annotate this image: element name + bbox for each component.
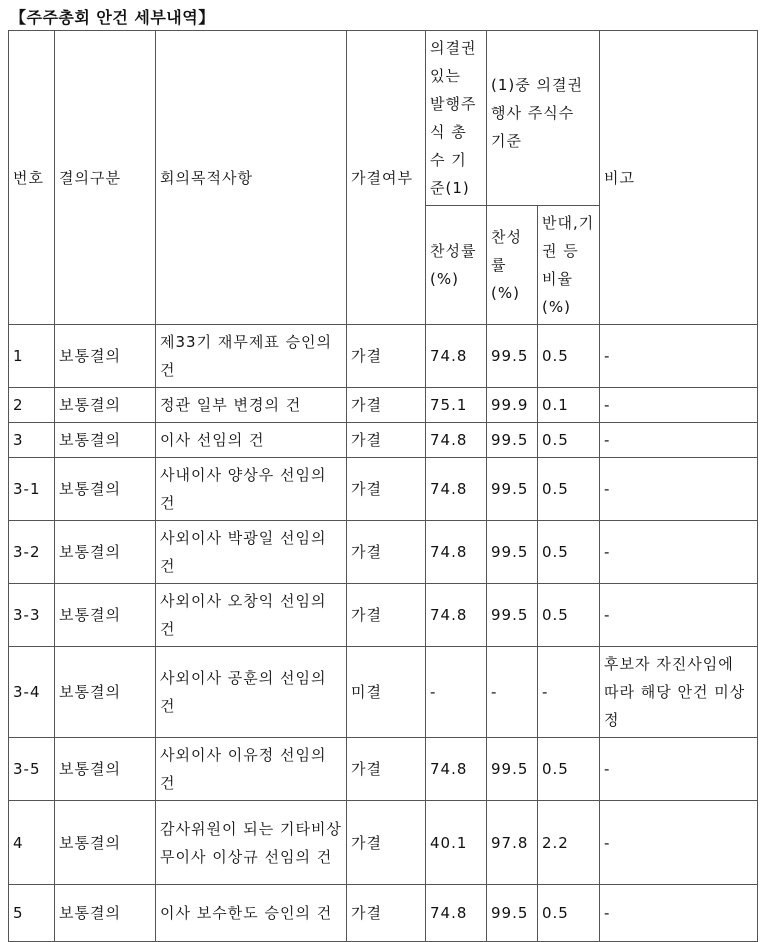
- cell-note: -: [600, 325, 758, 388]
- cell-against-rate: 0.5: [538, 521, 600, 584]
- cell-passed: 가결: [347, 801, 426, 885]
- cell-passed: 가결: [347, 885, 426, 942]
- table-row: [9, 801, 758, 885]
- cell-agenda: 제33기 재무제표 승인의 건: [156, 325, 347, 388]
- header-against-rate: 반대,기권 등 비율(%): [538, 206, 600, 325]
- cell-passed: 가결: [347, 458, 426, 521]
- cell-approval-rate-total: -: [426, 647, 487, 738]
- cell-agenda: 이사 보수한도 승인의 건: [156, 885, 347, 942]
- cell-approval-rate-exercised: 99.5: [487, 885, 538, 942]
- cell-no: 3-3: [9, 584, 55, 647]
- cell-approval-rate-exercised: 99.5: [487, 458, 538, 521]
- cell-against-rate: 0.5: [538, 458, 600, 521]
- cell-note: -: [600, 801, 758, 885]
- cell-approval-rate-exercised: 99.5: [487, 738, 538, 801]
- cell-against-rate: 0.1: [538, 388, 600, 423]
- table-row: [9, 885, 758, 942]
- cell-approval-rate-exercised: 99.5: [487, 521, 538, 584]
- cell-no: 3-2: [9, 521, 55, 584]
- cell-agenda: 사내이사 양상우 선임의 건: [156, 458, 347, 521]
- header-row: [9, 31, 758, 206]
- header-no: 번호: [9, 31, 55, 325]
- cell-resolution-type: 보통결의: [55, 325, 156, 388]
- cell-resolution-type: 보통결의: [55, 584, 156, 647]
- cell-no: 3-1: [9, 458, 55, 521]
- table-row: [9, 738, 758, 801]
- cell-against-rate: 0.5: [538, 423, 600, 458]
- cell-no: 1: [9, 325, 55, 388]
- cell-resolution-type: 보통결의: [55, 885, 156, 942]
- cell-resolution-type: 보통결의: [55, 423, 156, 458]
- cell-approval-rate-total: 74.8: [426, 458, 487, 521]
- cell-agenda: 사외이사 공훈의 선임의 건: [156, 647, 347, 738]
- cell-resolution-type: 보통결의: [55, 738, 156, 801]
- cell-against-rate: 2.2: [538, 801, 600, 885]
- cell-approval-rate-total: 74.8: [426, 423, 487, 458]
- cell-agenda: 사외이사 오창익 선임의 건: [156, 584, 347, 647]
- cell-no: 5: [9, 885, 55, 942]
- cell-agenda: 사외이사 박광일 선임의 건: [156, 521, 347, 584]
- cell-agenda: 정관 일부 변경의 건: [156, 388, 347, 423]
- cell-approval-rate-total: 74.8: [426, 584, 487, 647]
- cell-note: -: [600, 521, 758, 584]
- cell-against-rate: 0.5: [538, 738, 600, 801]
- cell-resolution-type: 보통결의: [55, 647, 156, 738]
- cell-resolution-type: 보통결의: [55, 458, 156, 521]
- table-row: [9, 423, 758, 458]
- cell-agenda: 이사 선임의 건: [156, 423, 347, 458]
- cell-note: -: [600, 885, 758, 942]
- cell-approval-rate-exercised: 97.8: [487, 801, 538, 885]
- cell-passed: 가결: [347, 325, 426, 388]
- cell-no: 3-4: [9, 647, 55, 738]
- cell-against-rate: 0.5: [538, 325, 600, 388]
- cell-note: -: [600, 423, 758, 458]
- cell-no: 2: [9, 388, 55, 423]
- cell-no: 4: [9, 801, 55, 885]
- cell-note: 후보자 자진사임에 따라 해당 안건 미상정: [600, 647, 758, 738]
- cell-note: -: [600, 584, 758, 647]
- table-row: [9, 388, 758, 423]
- cell-approval-rate-total: 40.1: [426, 801, 487, 885]
- cell-against-rate: -: [538, 647, 600, 738]
- table-row: [9, 521, 758, 584]
- table-row: [9, 647, 758, 738]
- cell-resolution-type: 보통결의: [55, 388, 156, 423]
- cell-against-rate: 0.5: [538, 584, 600, 647]
- header-passed: 가결여부: [347, 31, 426, 325]
- cell-passed: 가결: [347, 388, 426, 423]
- cell-approval-rate-total: 74.8: [426, 885, 487, 942]
- agenda-results-table: [8, 30, 758, 942]
- page-title: 【주주총회 안건 세부내역】: [10, 8, 215, 27]
- header-note: 비고: [600, 31, 758, 325]
- cell-approval-rate-total: 74.8: [426, 738, 487, 801]
- header-exercised-basis: (1)중 의결권 행사 주식수 기준: [487, 31, 600, 206]
- header-approval-rate-total: 찬성률(%): [426, 206, 487, 325]
- cell-passed: 미결: [347, 647, 426, 738]
- cell-resolution-type: 보통결의: [55, 801, 156, 885]
- cell-agenda: 사외이사 이유정 선임의 건: [156, 738, 347, 801]
- cell-against-rate: 0.5: [538, 885, 600, 942]
- header-shares-basis: 의결권 있는 발행주식 총수 기준(1): [426, 31, 487, 206]
- cell-passed: 가결: [347, 584, 426, 647]
- table-row: [9, 325, 758, 388]
- cell-approval-rate-total: 74.8: [426, 325, 487, 388]
- cell-note: -: [600, 458, 758, 521]
- cell-agenda: 감사위원이 되는 기타비상무이사 이상규 선임의 건: [156, 801, 347, 885]
- cell-no: 3: [9, 423, 55, 458]
- cell-approval-rate-exercised: 99.5: [487, 325, 538, 388]
- cell-note: -: [600, 388, 758, 423]
- cell-passed: 가결: [347, 521, 426, 584]
- cell-approval-rate-exercised: 99.5: [487, 584, 538, 647]
- header-approval-rate-exercised: 찬성률(%): [487, 206, 538, 325]
- cell-passed: 가결: [347, 738, 426, 801]
- header-agenda: 회의목적사항: [156, 31, 347, 325]
- table-row: [9, 584, 758, 647]
- cell-approval-rate-exercised: 99.9: [487, 388, 538, 423]
- header-resolution-type: 결의구분: [55, 31, 156, 325]
- cell-approval-rate-total: 75.1: [426, 388, 487, 423]
- cell-no: 3-5: [9, 738, 55, 801]
- cell-approval-rate-exercised: 99.5: [487, 423, 538, 458]
- cell-approval-rate-total: 74.8: [426, 521, 487, 584]
- cell-resolution-type: 보통결의: [55, 521, 156, 584]
- table-row: [9, 458, 758, 521]
- cell-approval-rate-exercised: -: [487, 647, 538, 738]
- cell-passed: 가결: [347, 423, 426, 458]
- cell-note: -: [600, 738, 758, 801]
